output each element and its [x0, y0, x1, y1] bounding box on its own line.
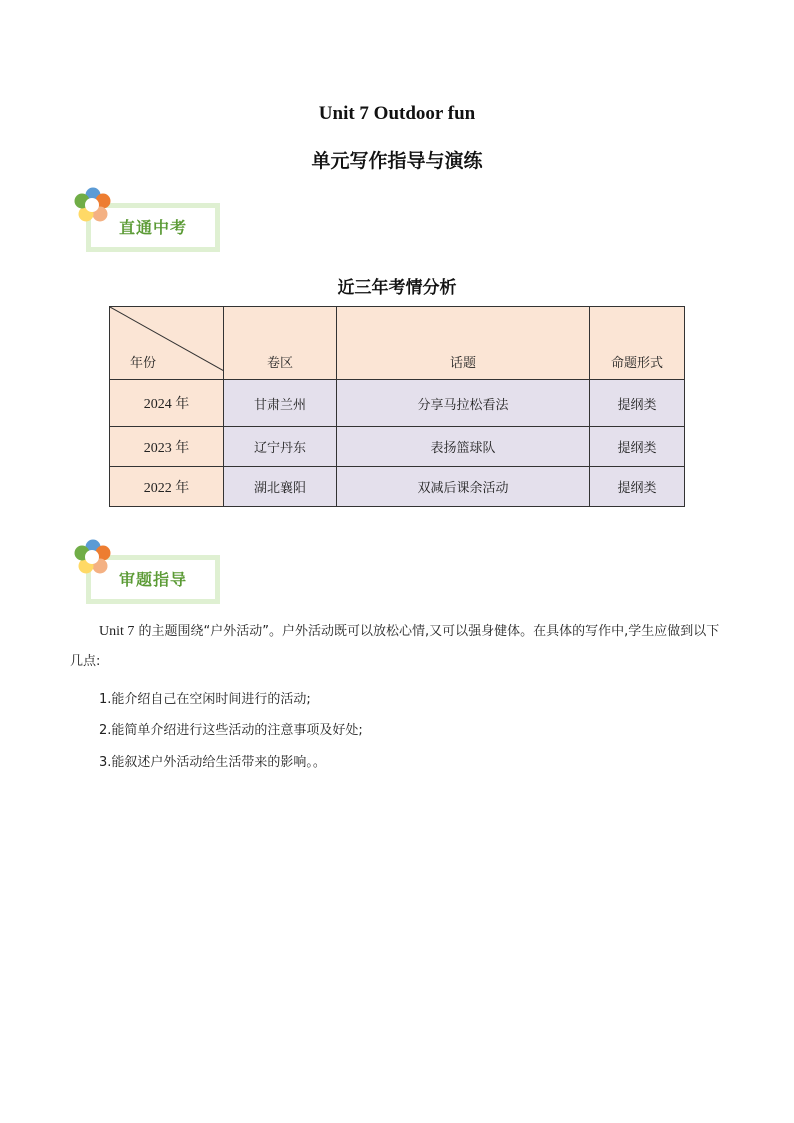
cell-year: 2022 年 — [110, 467, 224, 507]
table-row — [110, 427, 685, 467]
guide-point: 2.能简单介绍进行这些活动的注意事项及好处; — [99, 723, 363, 738]
guide-point: 1.能介绍自己在空闲时间进行的活动; — [99, 692, 311, 707]
cell-region: 辽宁丹东 — [224, 427, 337, 467]
badge-label: 审题指导 — [118, 570, 187, 589]
intro-text: 的主题围绕“户外活动”。户外活动既可以放松心情,又可以强身健体。在具体的写作中,学生应做到以下几点: — [70, 624, 720, 669]
section-badge-exam — [72, 186, 222, 254]
intro-paragraph — [70, 617, 730, 677]
diagonal-line — [110, 307, 224, 371]
cell-topic: 双减后课余活动 — [337, 467, 590, 507]
header-form: 命题形式 — [590, 307, 685, 380]
table-row — [110, 380, 685, 427]
table-title: 近三年考情分析 — [337, 278, 457, 298]
cell-topic: 分享马拉松看法 — [337, 380, 590, 427]
cell-year: 2023 年 — [110, 427, 224, 467]
badge-label: 直通中考 — [118, 218, 187, 237]
table-row — [110, 467, 685, 507]
cell-year: 2024 年 — [110, 380, 224, 427]
cell-topic: 表扬篮球队 — [337, 427, 590, 467]
exam-analysis-table — [109, 306, 685, 507]
page-subtitle: 单元写作指导与演练 — [311, 150, 483, 172]
header-year-cell — [110, 307, 224, 380]
flower-icon — [72, 186, 114, 228]
cell-form: 提纲类 — [590, 467, 685, 507]
table-header-row — [110, 307, 685, 380]
header-region: 卷区 — [224, 307, 337, 380]
guide-point: 3.能叙述户外活动给生活带来的影响。。 — [99, 755, 326, 770]
cell-region: 湖北襄阳 — [224, 467, 337, 507]
header-year: 年份 — [130, 356, 157, 371]
intro-unit: Unit 7 — [99, 624, 135, 639]
page-title: Unit 7 Outdoor fun — [318, 103, 476, 124]
cell-region: 甘肃兰州 — [224, 380, 337, 427]
cell-form: 提纲类 — [590, 427, 685, 467]
header-topic: 话题 — [337, 307, 590, 380]
cell-form: 提纲类 — [590, 380, 685, 427]
section-badge-guide — [72, 538, 222, 606]
flower-icon — [72, 538, 114, 580]
